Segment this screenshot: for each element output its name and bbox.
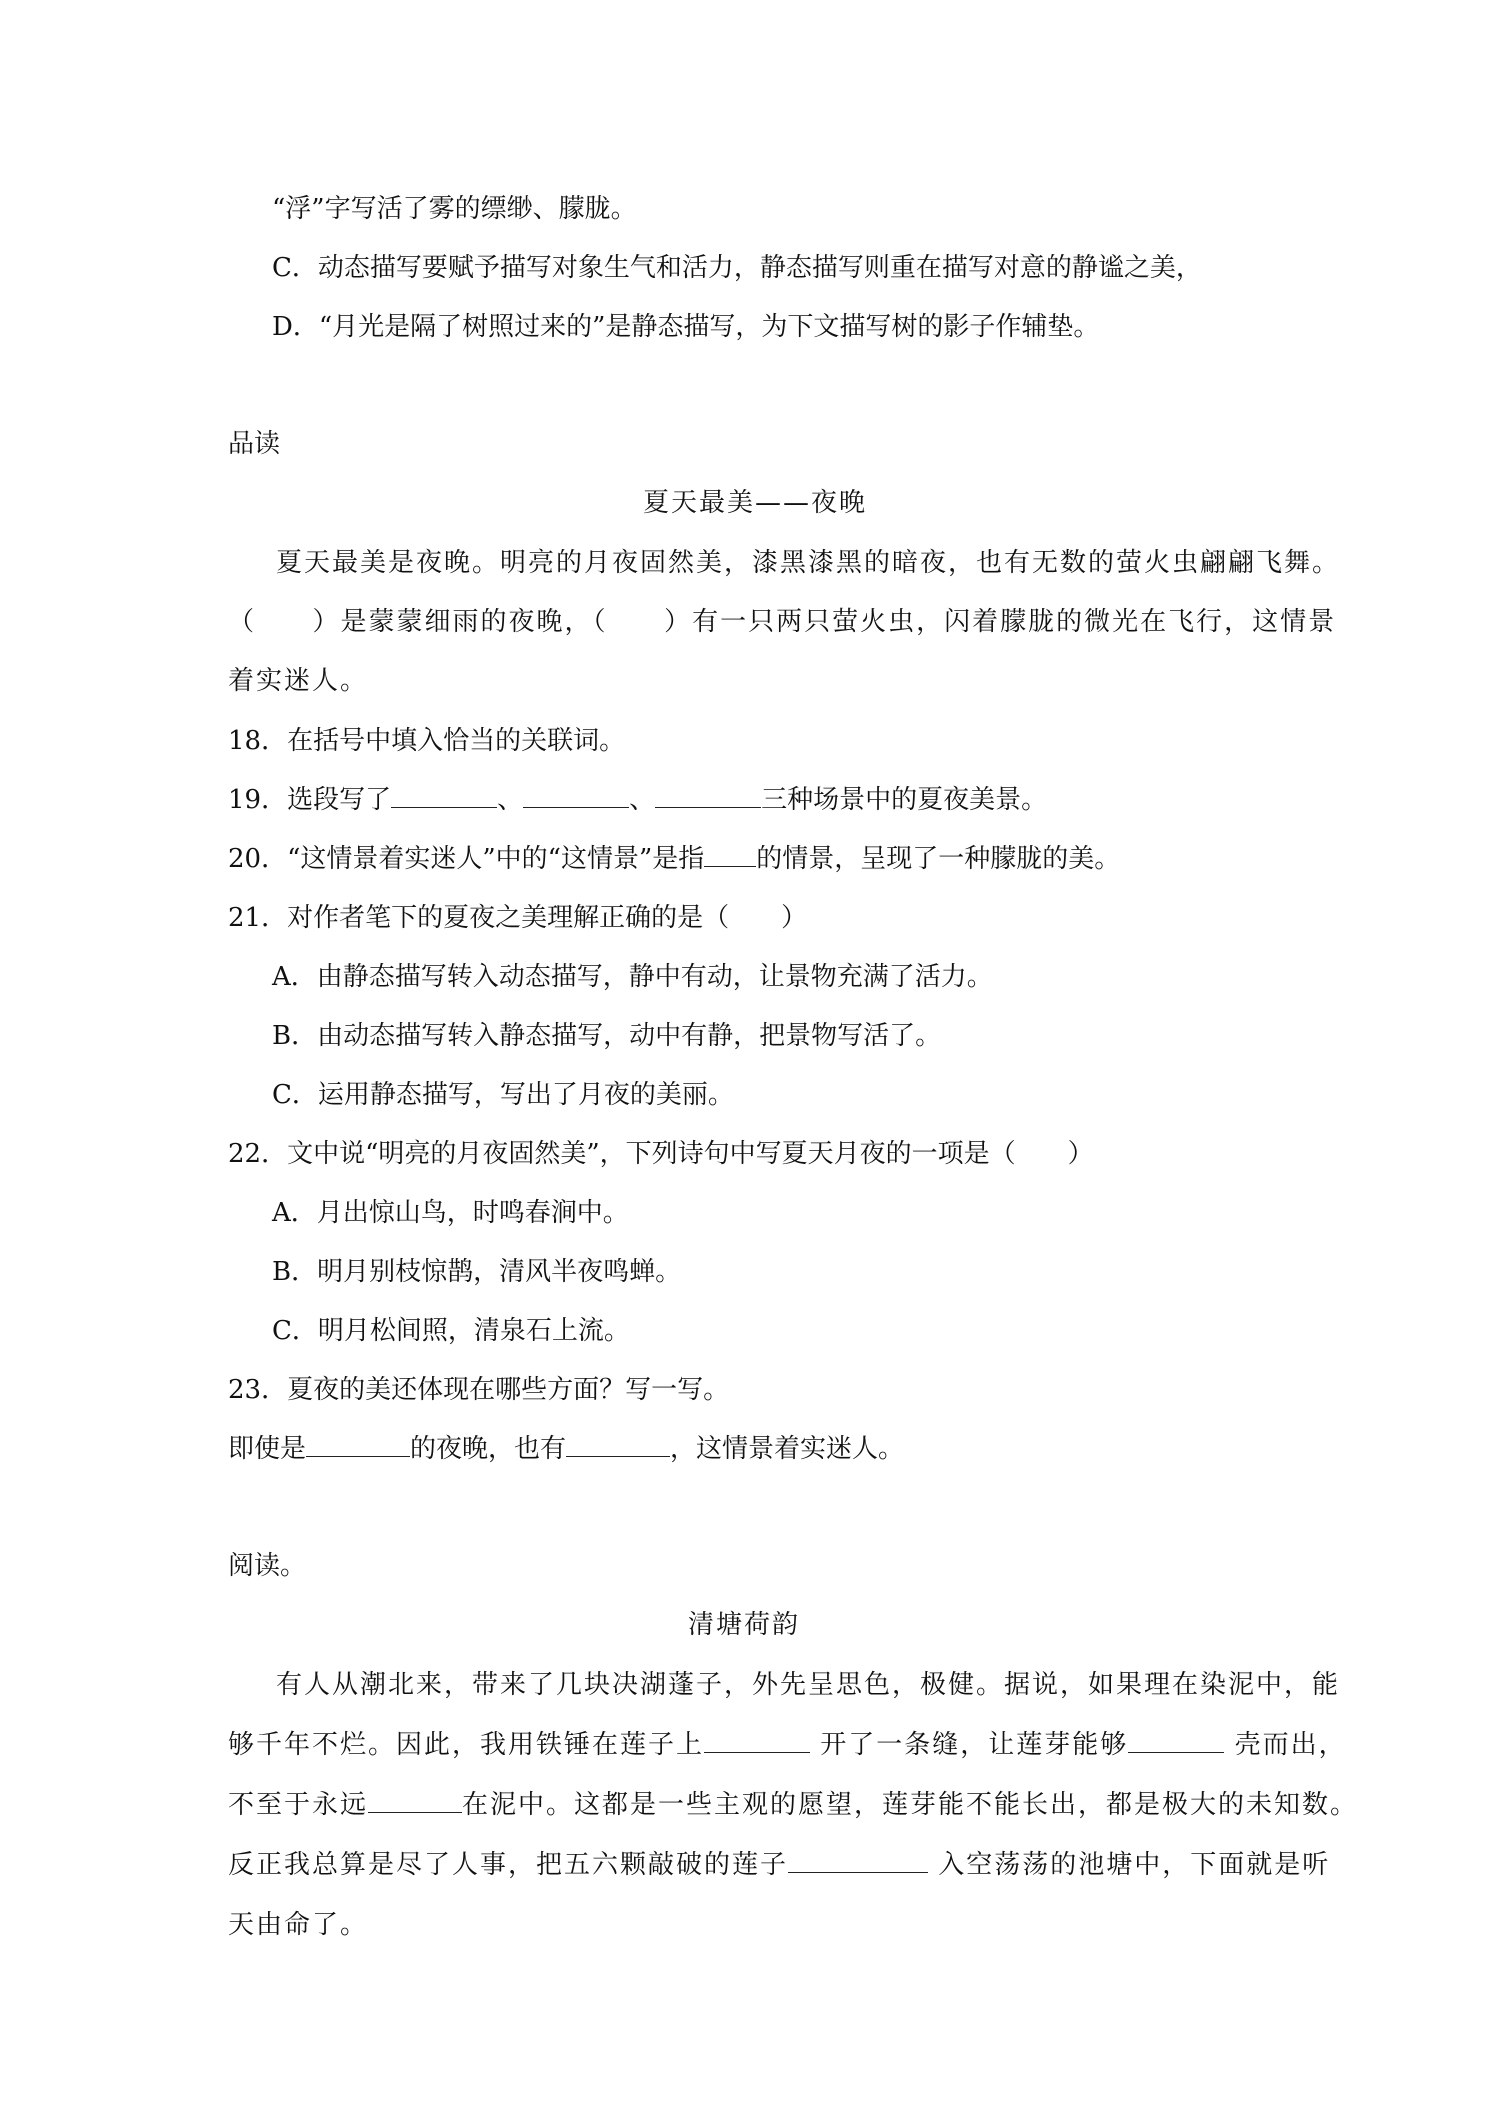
p2-l2-text-b: 开了一条缝，让莲芽能够 [820,1730,1129,1760]
q19-sep-1: 、 [497,785,524,815]
passage2-line-1: 有人从潮北来，带来了几块决湖蓬子，外先呈思色，极健。据说，如果理在染泥中，能 [276,1670,1341,1700]
passage-line-2 [228,605,1336,639]
option-c: C．动态描写要赋予描写对象生气和活力，静态描写则重在描写对意的静谧之美， [272,253,1202,283]
q21-option-c: C．运用静态描写，写出了月夜的美丽。 [272,1080,734,1110]
q21-option-a: A．由静态描写转入动态描写，静中有动，让景物充满了活力。 [272,962,993,992]
passage-line-2-mid: ）是蒙蒙细雨的夜晚，（ [312,607,608,637]
passage2-line-2 [228,1728,1347,1762]
q19-blank-1[interactable] [391,783,497,808]
question-23: 23．夏夜的美还体现在哪些方面？写一写。 [228,1375,730,1405]
p2-blank-1[interactable] [704,1728,810,1753]
q23-answer-line [228,1432,904,1466]
option-d: D．“月光是隔了树照过来的”是静态描写，为下文描写树的影子作辅垫。 [272,312,1100,342]
q19-blank-2[interactable] [523,783,629,808]
q21-option-b: B．由动态描写转入静态描写，动中有静，把景物写活了。 [272,1021,942,1051]
q19-text-b: 三种场景中的夏夜美景。 [761,785,1048,815]
p2-l2-text-a: 够千年不烂。因此，我用铁锤在莲子上 [228,1730,705,1760]
q22-option-a: A．月出惊山鸟，时鸣春涧中。 [272,1198,629,1228]
passage2-line-4 [228,1848,1330,1882]
question-20 [228,842,1120,876]
passage-title-summer-night: 夏天最美——夜晚 [643,488,868,518]
q20-blank[interactable] [704,842,756,867]
p2-l2-text-c: 壳而出， [1234,1730,1347,1760]
passage2-line-3 [228,1788,1358,1822]
question-22: 22．文中说“明亮的月夜固然美”，下列诗句中写夏天月夜的一项是（ ） [228,1139,1094,1169]
q23-blank-2[interactable] [566,1432,670,1457]
q20-text-b: 的情景，呈现了一种朦胧的美。 [756,844,1121,874]
p2-l4-text-b: 入空荡荡的池塘中，下面就是听 [938,1850,1331,1880]
passage-title-qingtang: 清塘荷韵 [688,1610,801,1640]
q19-text-a: 19．选段写了 [228,785,392,815]
q23-blank-1[interactable] [306,1432,410,1457]
passage-line-1: 夏天最美是夜晚。明亮的月夜固然美，漆黑漆黑的暗夜，也有无数的萤火虫翩翩飞舞。 [276,548,1341,578]
passage-line-2-end: ）有一只两只萤火虫，闪着朦胧的微光在飞行，这情景 [664,607,1337,637]
q22-option-c: C．明月松间照，清泉石上流。 [272,1316,630,1346]
paren-open-1: （ [228,607,257,637]
p2-l3-text-a: 不至于永远 [228,1790,369,1820]
q23-text-b: 的夜晚，也有 [410,1434,567,1464]
q20-text-a: 20．“这情景着实迷人”中的“这情景”是指 [228,844,705,874]
q19-sep-2: 、 [629,785,656,815]
p2-blank-2[interactable] [1128,1728,1224,1753]
option-b-continuation: “浮”字写活了雾的缥缈、朦胧。 [272,194,637,224]
passage-line-3: 着实迷人。 [228,666,369,696]
p2-l3-text-b: 在泥中。这都是一些主观的愿望，莲芽能不能长出，都是极大的未知数。 [462,1790,1359,1820]
passage2-line-5: 天由命了。 [228,1910,369,1940]
q23-text-a: 即使是 [228,1434,307,1464]
question-18: 18．在括号中填入恰当的关联词。 [228,726,626,756]
section-label-pindu: 品读 [228,429,281,459]
q22-option-b: B．明月别枝惊鹊，清风半夜鸣蝉。 [272,1257,682,1287]
p2-blank-4[interactable] [788,1848,928,1873]
question-19 [228,783,1047,817]
p2-blank-3[interactable] [368,1788,462,1813]
q23-text-c: ，这情景着实迷人。 [670,1434,905,1464]
q19-blank-3[interactable] [655,783,761,808]
question-21: 21．对作者笔下的夏夜之美理解正确的是（ ） [228,903,808,933]
section-label-yuedu: 阅读。 [228,1551,307,1581]
p2-l4-text-a: 反正我总算是尽了人事，把五六颗敲破的莲子 [228,1850,789,1880]
